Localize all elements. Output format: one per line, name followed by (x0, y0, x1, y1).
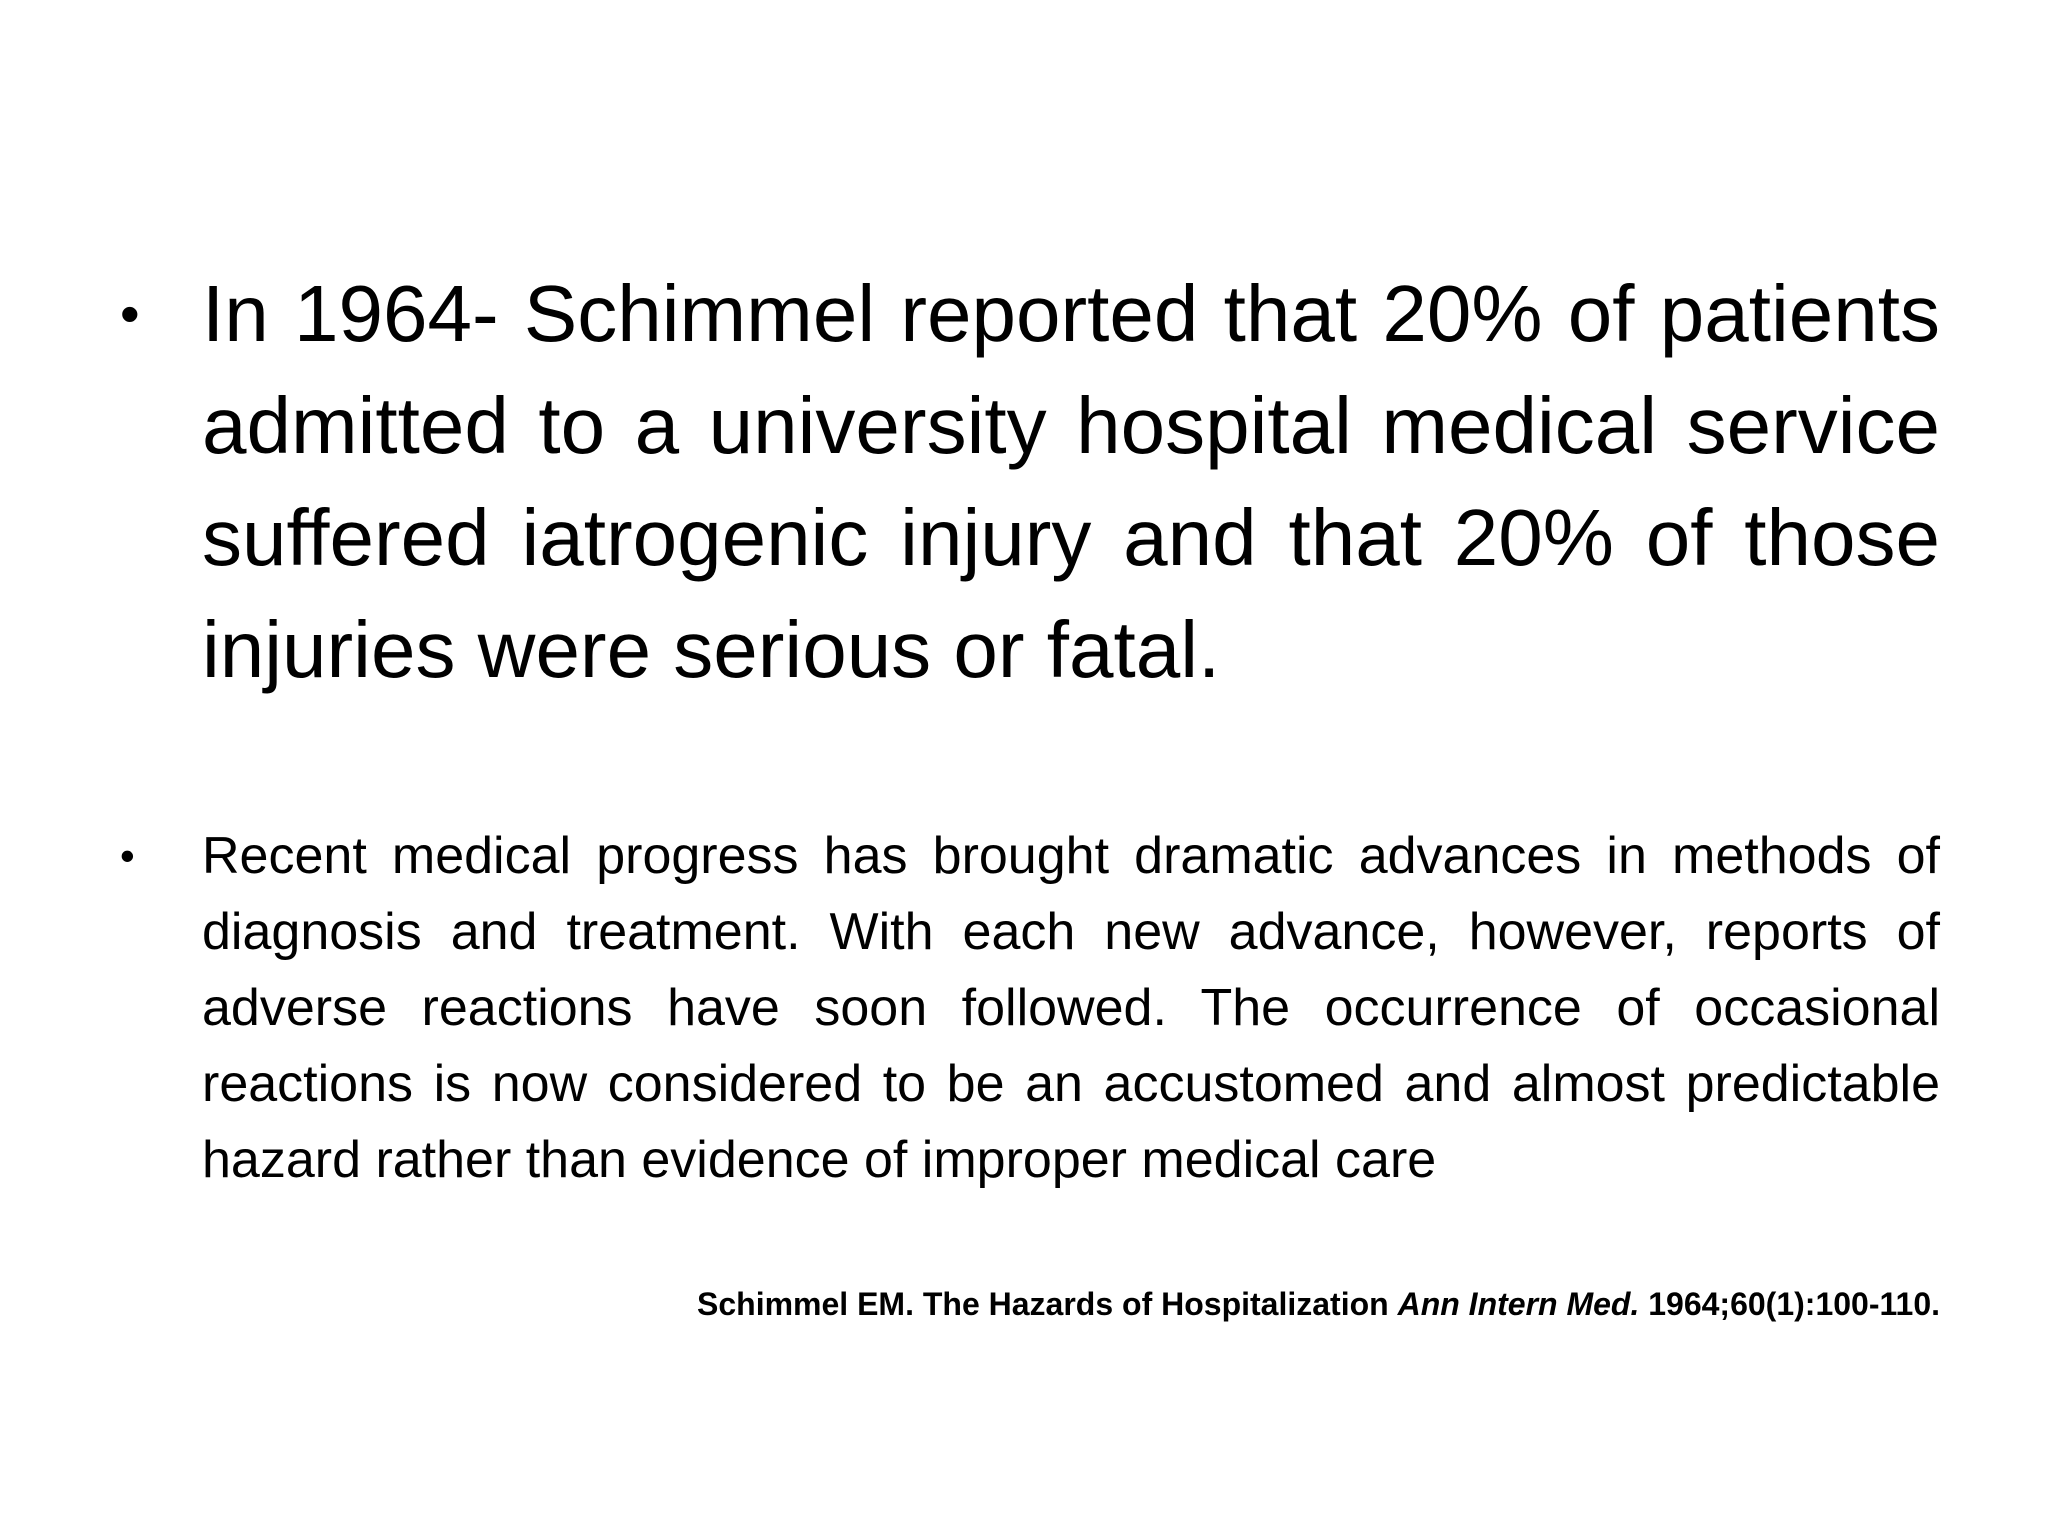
bullet-marker: • (120, 832, 135, 879)
citation-authors-title: Schimmel EM. The Hazards of Hospitalization (697, 1286, 1398, 1322)
citation (697, 1282, 1940, 1326)
bullet-text: In 1964- Schimmel reported that 20% of patients admitted to a university hospital medical service suffered iatrogenic injury and that 20% of those injuries were serious or fatal. (202, 269, 1940, 694)
bullet-marker: • (120, 282, 140, 345)
bullet-item-schimmel-1964 (120, 258, 1940, 706)
bullet-text: Recent medical progress has brought dramatic advances in methods of diagnosis and treatment. With each new advance, however, reports of adverse reactions have soon followed. The occurrence of occasional reactions is now considered to be an accustomed and almost predictable hazard rather than evidence of improper medical care (202, 827, 1940, 1189)
bullet-item-medical-progress (120, 818, 1940, 1198)
citation-details: 1964;60(1):100-110. (1639, 1286, 1940, 1322)
citation-journal: Ann Intern Med. (1397, 1286, 1640, 1322)
